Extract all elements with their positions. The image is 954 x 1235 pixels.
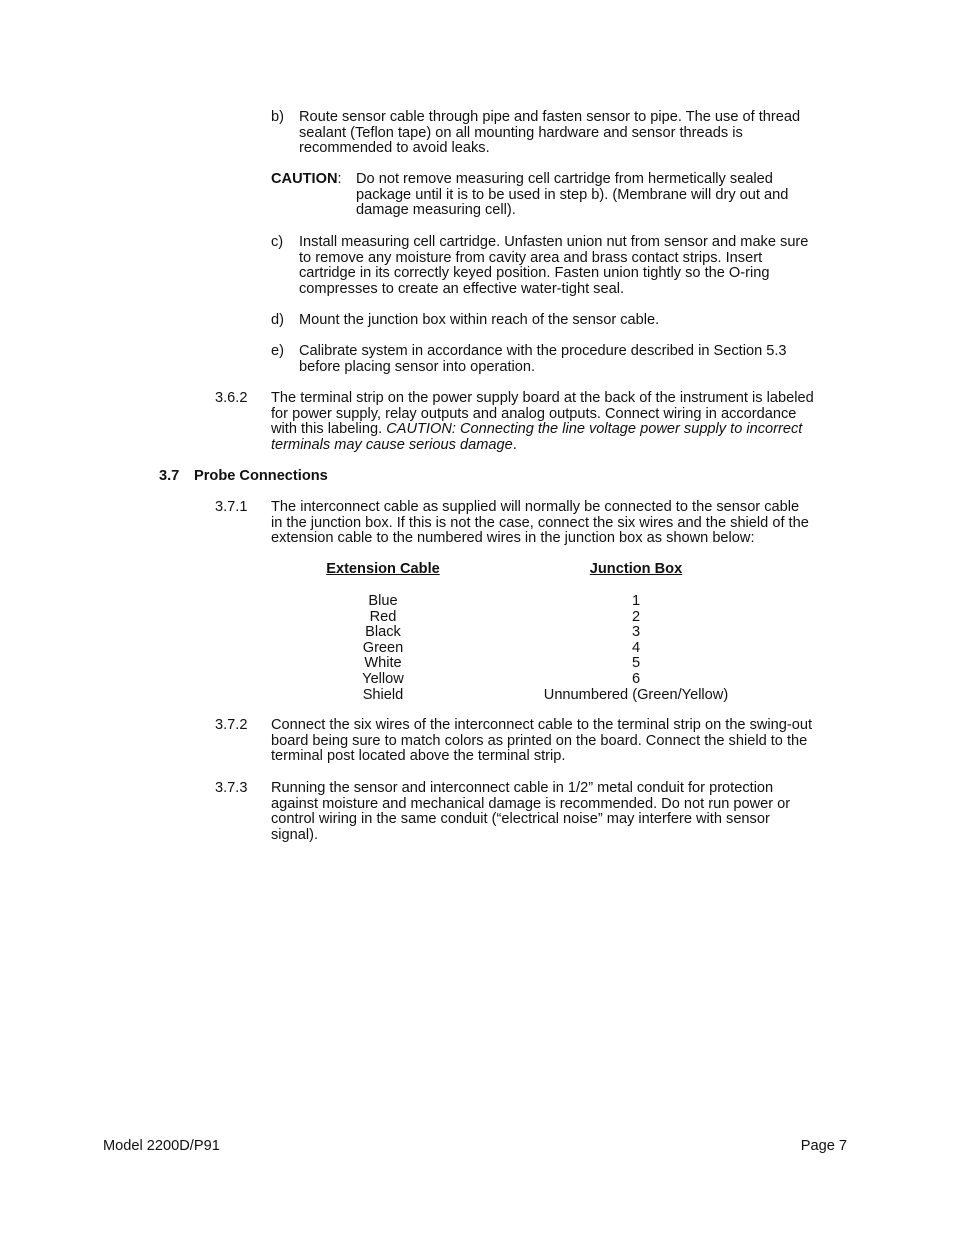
table-col-extension-cable (288, 594, 478, 703)
caution-label: CAUTION: (271, 171, 342, 187)
table-header-junction-box: Junction Box (589, 561, 683, 577)
step-d-label: d) (271, 312, 284, 328)
table-cell: Green (362, 639, 404, 656)
caution-inline: CAUTION: Connecting the line voltage power supply to incorrect (386, 421, 803, 438)
paragraph-text: The terminal strip on the power supply board at the back of the instrument is labeled for power supply, relay outputs and analog outputs. Connect wiring in accordance with this labeling. CAUTION: Connecting the line voltage power supply to incorrect terminals may cause serious damage. (271, 390, 814, 453)
table-cell: 3 (631, 624, 641, 641)
paragraph-number: 3.6.2 (215, 390, 248, 406)
footer-model: Model 2200D/P91 (103, 1138, 220, 1154)
table-cell: 5 (631, 655, 641, 672)
step-c-text: Install measuring cell cartridge. Unfasten union nut from sensor and make sure to remove any moisture from cavity area and brass contact strips. Insert cartridge in its correctly keyed position. Fasten union tightly so the O-ring compresses to create an effective water-tight seal. (299, 234, 809, 297)
footer-page-number: Page 7 (800, 1138, 847, 1154)
paragraph-number: 3.7.1 (215, 499, 248, 515)
table-cell: 4 (631, 639, 641, 656)
step-b-text: Route sensor cable through pipe and fasten sensor to pipe. The use of thread sealant (Teflon tape) on all mounting hardware and sensor threads is recommended to avoid leaks. (299, 109, 801, 157)
section-number: 3.7 (159, 468, 180, 484)
table-cell: 1 (631, 593, 641, 609)
paragraph-number: 3.7.3 (215, 780, 248, 796)
paragraph-text: Running the sensor and interconnect cable in 1/2” metal conduit for protection against moisture and mechanical damage is recommended. Do not run power or control wiring in the same conduit (“electrical noise” may interfere with sensor signal). (271, 780, 791, 843)
section-heading (159, 468, 328, 485)
paragraph-text: Connect the six wires of the interconnect cable to the terminal strip on the swing-out board being sure to match colors as printed on the board. Connect the shield to the terminal post located above the terminal strip. (271, 717, 813, 765)
table-cell: Yellow (362, 670, 404, 687)
caution-text: Do not remove measuring cell cartridge from hermetically sealed package until it is to be used in step b). (Membrane will dry out and damage measuring cell). (356, 171, 789, 219)
table-cell: Shield (362, 686, 404, 703)
step-b-label: b) (271, 109, 284, 125)
paragraph-number: 3.7.2 (215, 717, 248, 733)
table-cell: 2 (631, 608, 641, 625)
table-cell: Black (365, 624, 401, 641)
section-title: Probe Connections (194, 468, 328, 484)
table-cell: 6 (631, 670, 641, 687)
step-d-text: Mount the junction box within reach of the sensor cable. (299, 312, 660, 328)
paragraph-text: The interconnect cable as supplied will normally be connected to the sensor cable in the junction box. If this is not the case, connect the six wires and the shield of the extension cable to the numbered wires in the junction box as shown below: (271, 499, 809, 547)
table-cell: Blue (368, 593, 398, 609)
step-e-text: Calibrate system in accordance with the procedure described in Section 5.3 before placing sensor into operation. (299, 343, 787, 375)
table-cell: Unnumbered (Green/Yellow) (543, 686, 729, 703)
step-e-label: e) (271, 343, 284, 359)
step-c-label: c) (271, 234, 284, 250)
table-cell: White (364, 655, 402, 672)
table-header-extension-cable: Extension Cable (326, 561, 440, 577)
table-col-junction-box (516, 594, 756, 703)
table-cell: Red (369, 608, 397, 625)
